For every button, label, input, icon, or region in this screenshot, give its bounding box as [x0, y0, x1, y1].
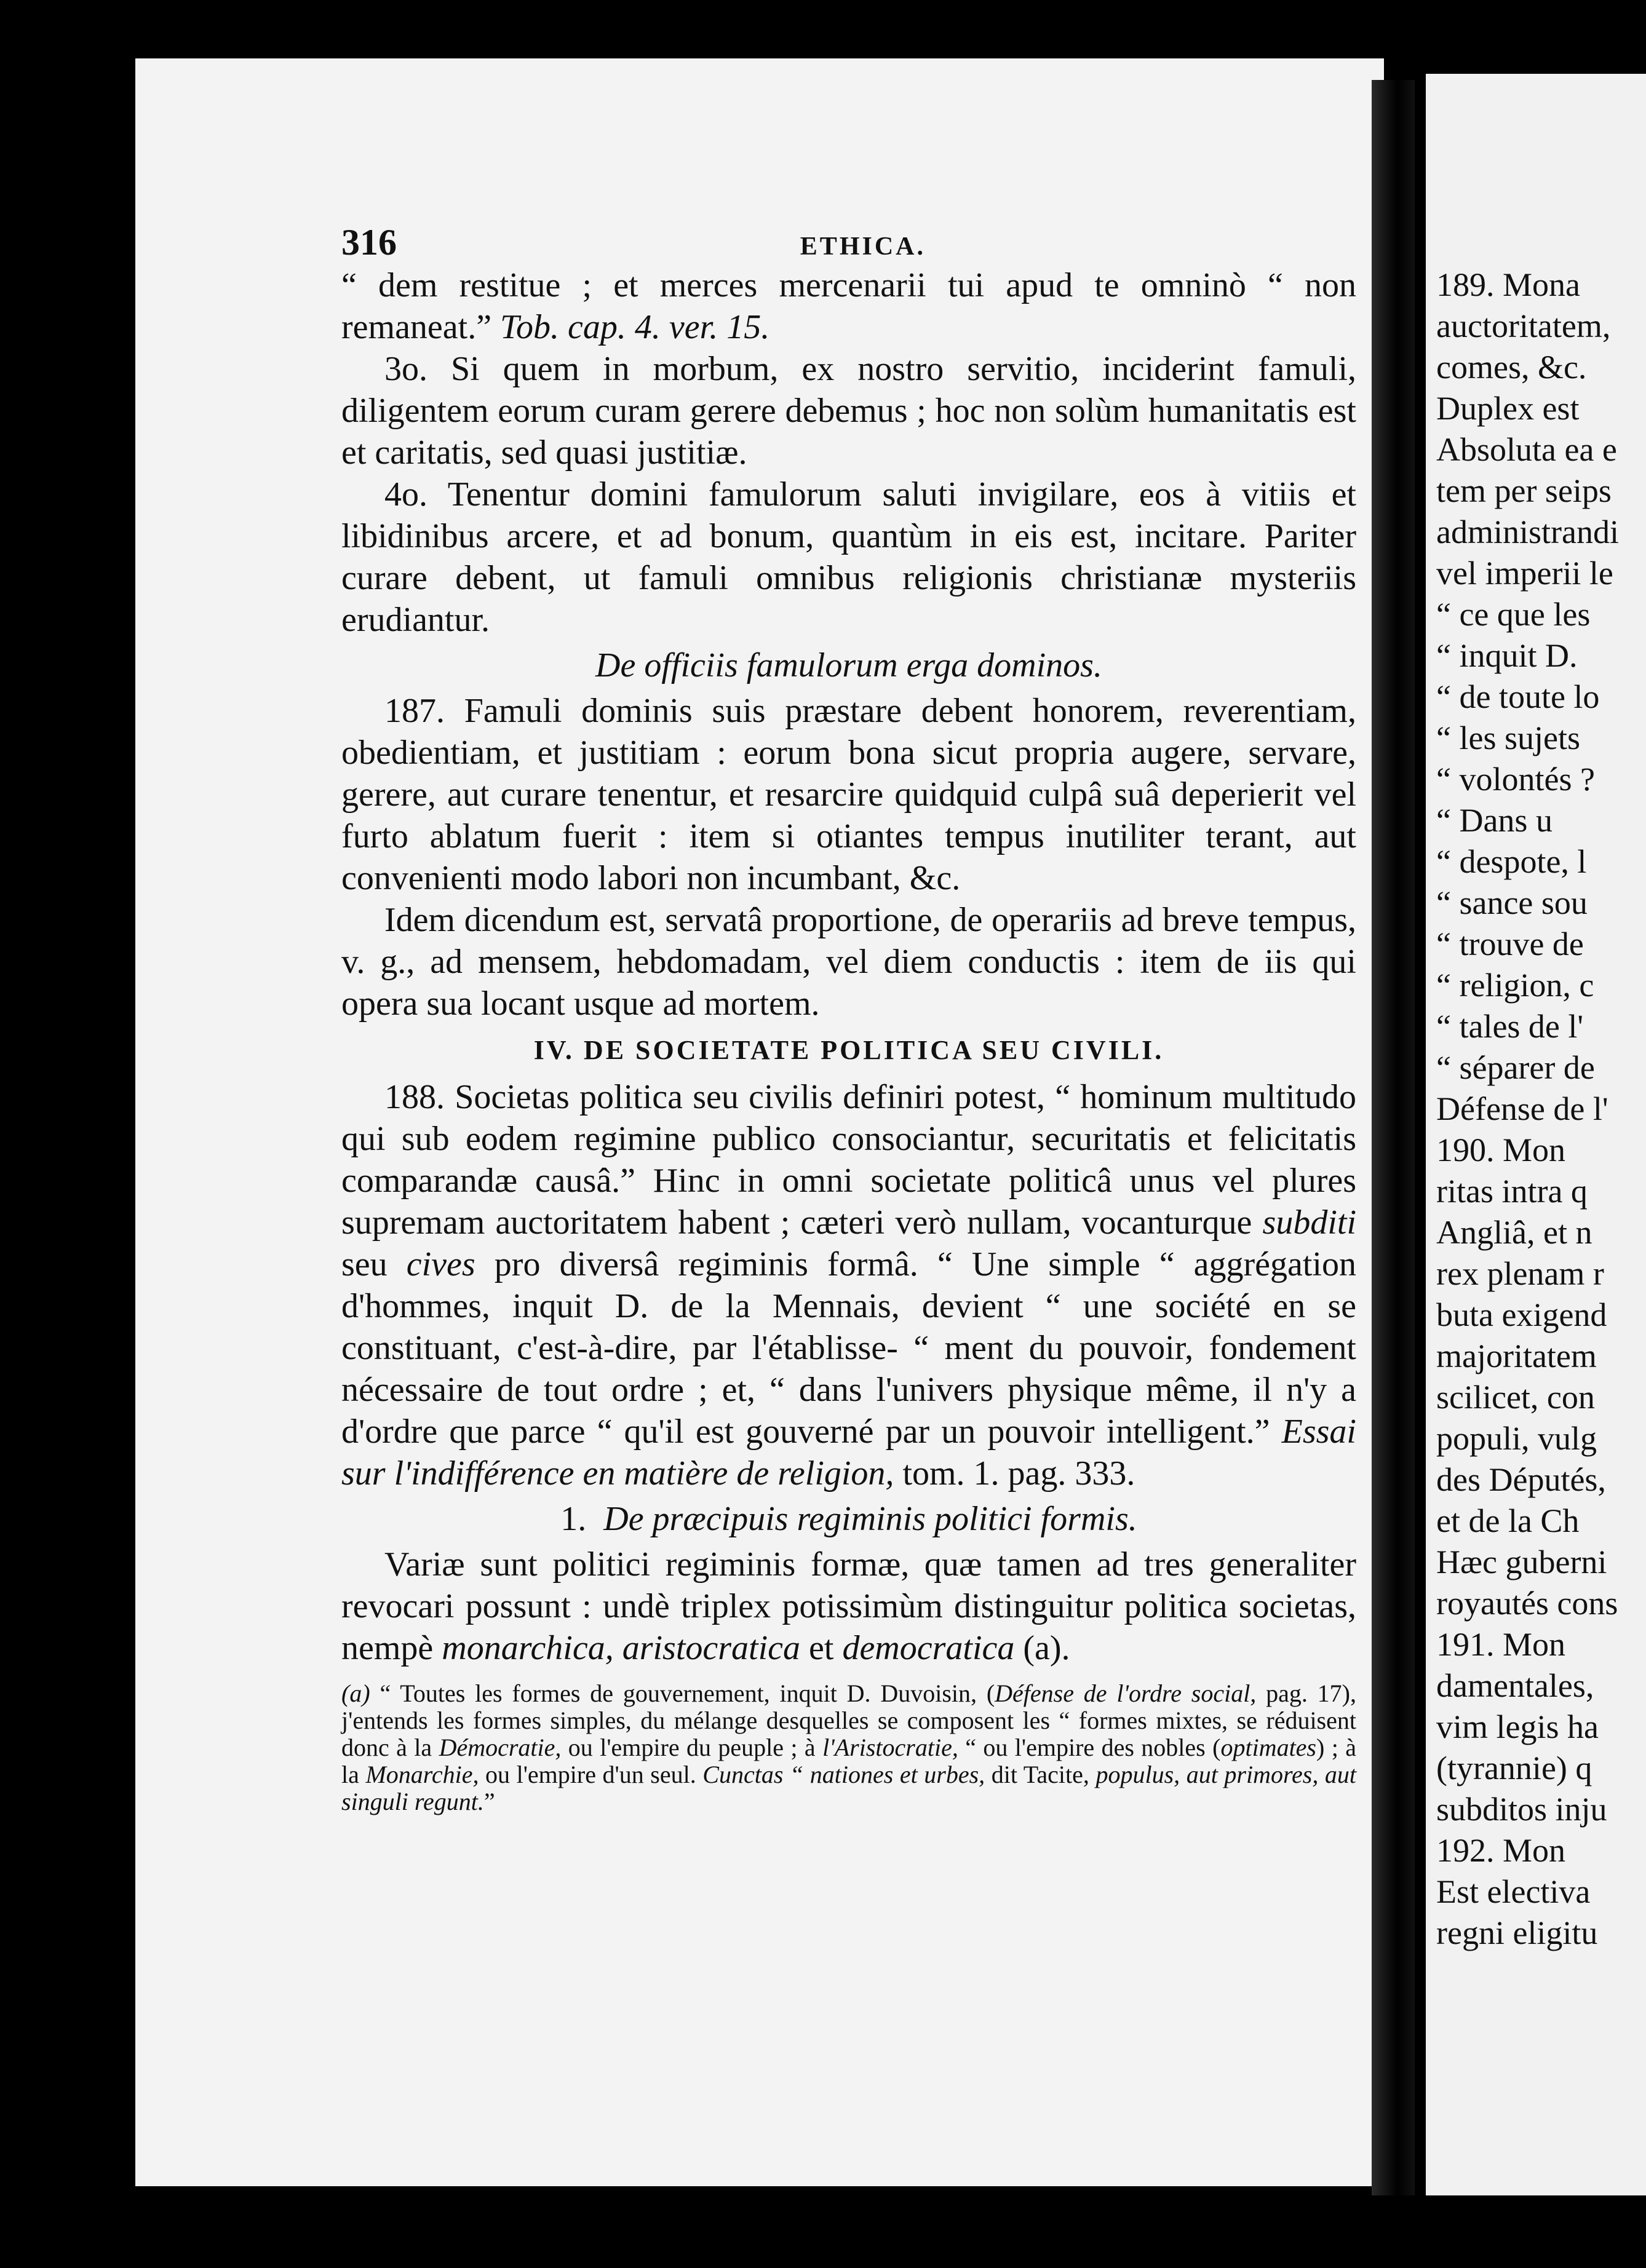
paragraph-4o: 4o. Tenentur domini famulorum saluti invigilare, eos à vitiis et libidinibus arcere, et ad bonum, quantùm in eis est, incitare. Pariter curare debent, ut famuli omnibus religionis christianæ mysteriis erudiantur.	[341, 475, 1356, 639]
page-header	[341, 221, 1356, 264]
text: ”	[483, 1788, 495, 1815]
right-page-line: “ religion, c	[1436, 967, 1594, 1004]
left-page-text	[341, 221, 1356, 1815]
footnote-marker: (a)	[341, 1679, 370, 1707]
italic-term: monarchica, aristocratica	[442, 1629, 801, 1667]
right-page-text	[1436, 264, 1646, 1954]
right-page-line: “ Dans u	[1436, 802, 1553, 839]
right-page-line: scilicet, con	[1436, 1379, 1595, 1416]
citation: Tob. cap. 4. ver. 15.	[500, 308, 770, 346]
right-page-line: majoritatem	[1436, 1338, 1597, 1374]
running-head: ETHICA.	[800, 232, 926, 261]
right-page-line: Duplex est	[1436, 390, 1580, 427]
italic-term: Démocratie,	[439, 1734, 562, 1761]
italic-term: subditi	[1262, 1203, 1356, 1242]
right-page-line: Hæc guberni	[1436, 1544, 1607, 1580]
text: “ Toutes les formes de gouvernement, inquit D. Duvoisin, (	[370, 1679, 995, 1707]
text: dit Tacite,	[985, 1761, 1096, 1788]
right-page-line: buta exigend	[1436, 1296, 1607, 1333]
right-page-line: Absoluta ea e	[1436, 431, 1617, 468]
right-page-line: regni eligitu	[1436, 1914, 1598, 1951]
paragraph-continuation	[341, 264, 1356, 348]
right-page-line: “ les sujets	[1436, 720, 1580, 756]
right-page-line: ritas intra q	[1436, 1173, 1588, 1210]
right-page-line: Défense de l'	[1436, 1090, 1608, 1127]
right-page-line: “ de toute lo	[1436, 678, 1600, 715]
text: (a).	[1014, 1629, 1070, 1667]
right-page-line: “ inquit D.	[1436, 637, 1578, 674]
right-page-line: administrandi	[1436, 513, 1619, 550]
subsection-heading-formis	[341, 1498, 1356, 1540]
text: ou l'empire du peuple ; à	[561, 1734, 823, 1761]
text: “ dem restitue ; et merces mercenarii tui apud te omninò “ non remaneat.”	[341, 266, 1356, 346]
text: ou l'empire d'un seul.	[479, 1761, 703, 1788]
italic-term: l'Aristocratie,	[822, 1734, 958, 1761]
citation: Essai sur l'indifférence en matière de religion,	[341, 1413, 1356, 1493]
right-page-line: 189. Mona	[1436, 266, 1580, 303]
right-page-line: damentales,	[1436, 1667, 1594, 1704]
right-page-line: “ tales de l'	[1436, 1008, 1584, 1045]
text: ) ; à la	[341, 1734, 1356, 1788]
right-page-line: 191. Mon	[1436, 1626, 1566, 1663]
section-heading-societate: IV. DE SOCIETATE POLITICA SEU CIVILI.	[533, 1035, 1164, 1065]
right-page-line: et de la Ch	[1436, 1502, 1580, 1539]
paragraph-3o: 3o. Si quem in morbum, ex nostro servitio, inciderint famuli, diligentem eorum curam gerere debemus ; hoc non solùm humanitatis est et caritatis, sed quasi justitiæ.	[341, 350, 1356, 472]
right-page-line: subditos inju	[1436, 1791, 1607, 1828]
citation: Défense de l'ordre social,	[995, 1679, 1257, 1707]
paragraph-idem: Idem dicendum est, servatâ proportione, de operariis ad breve tempus, v. g., ad mensem, hebdomadam, vel diem conductis : item de iis qui opera sua locant usque ad mortem.	[341, 901, 1356, 1023]
text: pag. 17), j'entends les formes simples, du mélange desquelles se composent les “ formes mixtes, se réduisent donc à la	[341, 1679, 1357, 1761]
subsection-title: De præcipuis regiminis politici formis.	[603, 1500, 1137, 1538]
paragraph-variae	[341, 1544, 1356, 1669]
text: 188. Societas politica seu civilis definiri potest, “ hominum multitudo qui sub eodem regimine publico consociantur, securitatis et felicitatis comparandæ causâ.” Hinc in omni societate politicâ unus vel plures supremam auctoritatem habent ; cæteri verò nullam, vocanturque	[341, 1078, 1356, 1242]
right-page-line: comes, &c.	[1436, 349, 1587, 386]
right-page-line: “ volontés ?	[1436, 761, 1595, 798]
right-page-line: populi, vulg	[1436, 1420, 1597, 1457]
right-page-line: “ trouve de	[1436, 926, 1584, 962]
italic-term: cives	[406, 1245, 475, 1283]
right-page-line: vim legis ha	[1436, 1708, 1599, 1745]
footnote-a	[341, 1680, 1356, 1815]
right-page-line: vel imperii le	[1436, 555, 1613, 592]
text: tom. 1. pag. 333.	[894, 1454, 1135, 1493]
right-page-line: tem per seips	[1436, 472, 1612, 509]
book-gutter	[1372, 80, 1415, 2195]
section-heading-officiis: De officiis famulorum erga dominos.	[595, 646, 1102, 684]
right-page-line: “ séparer de	[1436, 1049, 1595, 1086]
text: pro diversâ regiminis formâ. “ Une simple “ aggrégation d'hommes, inquit D. de la Mennais, devient “ une société en se constituant, c'est-à-dire, par l'établisse- “ ment du pouvoir, fondement nécessaire de tout ordre ; et, “ dans l'univers physique même, il n'y a d'ordre que parce “ qu'il est gouverné par un pouvoir intelligent.”	[341, 1245, 1356, 1451]
text: et	[800, 1629, 843, 1667]
page-number: 316	[341, 222, 397, 263]
paragraph-188	[341, 1076, 1356, 1494]
paragraph-187: 187. Famuli dominis suis præstare debent honorem, reverentiam, obedientiam, et justitiam : eorum bona sicut propria augere, servare, gerere, aut curare tenentur, et resarcire quidquid culpâ suâ deperierit vel furto ablatum fuerit : item si otiantes tempus inutiliter terant, aut convenienti modo labori non incumbant, &c.	[341, 692, 1356, 897]
text: seu	[341, 1245, 407, 1283]
text: “ ou l'empire des nobles (	[958, 1734, 1221, 1761]
right-page-line: “ sance sou	[1436, 884, 1588, 921]
right-page-line: auctoritatem,	[1436, 307, 1611, 344]
subsection-number: 1.	[560, 1500, 587, 1538]
right-page-line: “ ce que les	[1436, 596, 1591, 633]
right-page-line: des Députés,	[1436, 1461, 1606, 1498]
text: Variæ sunt politici regiminis formæ, quæ tamen ad tres generaliter revocari possunt : undè triplex potissimùm distinguitur politica societas, nempè	[341, 1545, 1356, 1667]
right-page-line: Angliâ, et n	[1436, 1214, 1592, 1251]
italic-term: Monarchie,	[365, 1761, 479, 1788]
italic-term: optimates	[1220, 1734, 1316, 1761]
italic-term: democratica	[842, 1629, 1015, 1667]
right-page-line: (tyrannie) q	[1436, 1750, 1592, 1786]
right-page-line: 190. Mon	[1436, 1132, 1566, 1168]
right-page-line: 192. Mon	[1436, 1832, 1566, 1869]
italic-term: populus, aut primores, aut singuli regunt.	[341, 1761, 1357, 1815]
right-page-line: Est electiva	[1436, 1873, 1591, 1910]
italic-term: Cunctas “ nationes et urbes,	[702, 1761, 985, 1788]
right-page-line: royautés cons	[1436, 1585, 1618, 1622]
right-page-line: rex plenam r	[1436, 1255, 1604, 1292]
right-page-line: “ despote, l	[1436, 843, 1587, 880]
